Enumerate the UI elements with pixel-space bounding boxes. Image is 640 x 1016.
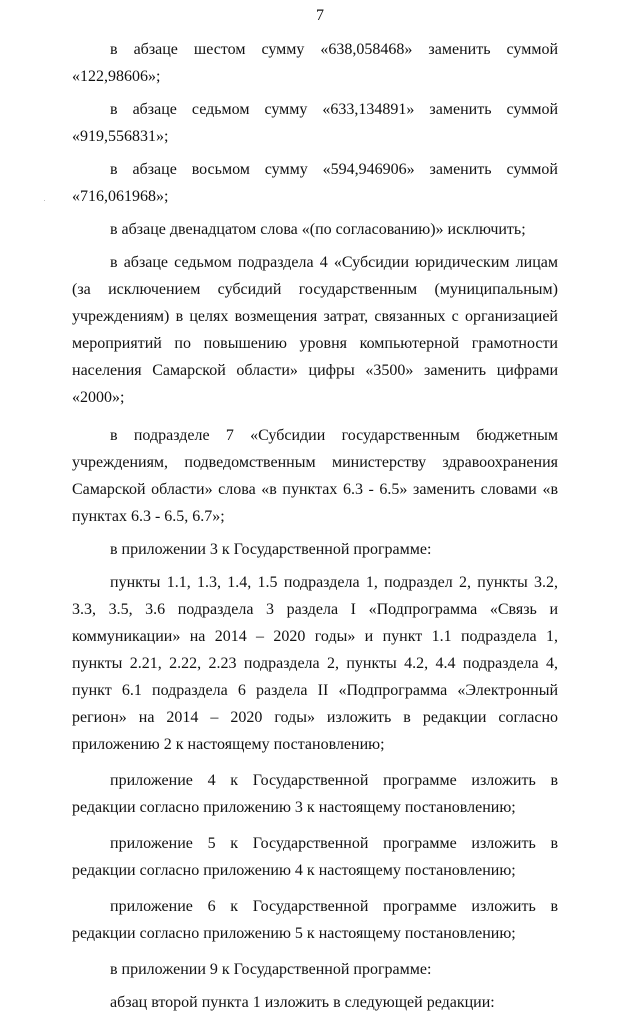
paragraph-1: в абзаце шестом сумму «638,058468» заменить суммой «122,98606»; [72,41,558,85]
paragraph-3: в абзаце восьмом сумму «594,946906» заменить суммой «716,061968»; [72,161,558,205]
paragraph-6: в подразделе 7 «Субсидии государственным бюджетным учреждениям, подведомственным министерству здравоохранения Самарской области» слова «в пунктах 6.3 - 6.5» заменить словами «в пунктах 6.3 - 6.5, 6.7»; [72,427,558,525]
paragraph-9: приложение 4 к Государственной программе изложить в редакции согласно приложению 3 к настоящему постановлению; [72,772,558,816]
paragraph-13: абзац второй пункта 1 изложить в следующей редакции: [110,994,495,1011]
paragraph-10: приложение 5 к Государственной программе изложить в редакции согласно приложению 4 к настоящему постановлению; [72,835,558,879]
page-number: 7 [316,7,324,24]
paragraph-8: пункты 1.1, 1.3, 1.4, 1.5 подраздела 1, подраздел 2, пункты 3.2, 3.3, 3.5, 3.6 подраздела 3 раздела I «Подпрограмма «Связь и коммуникации» на 2014 – 2020 годы» и пункт 1.1 подраздела 1, пункты 2.21, 2.22, 2.23 подраздела 2, пункты 4.2, 4.4 подраздела 4, пункт 6.1 подраздела 6 раздела II «Подпрограмма «Электронный регион» на 2014 – 2020 годы» изложить в редакции согласно приложению 2 к настоящему постановлению; [72,574,558,753]
paragraph-12: в приложении 9 к Государственной программе: [110,961,432,978]
paragraph-5: в абзаце седьмом подраздела 4 «Субсидии юридическим лицам (за исключением субсидий государственным (муниципальным) учреждениям) в целях возмещения затрат, связанных с организацией мероприятий по повышению уровня компьютерной грамотности населения Самарской области» цифры «3500» заменить цифрами «2000»; [72,254,558,406]
paragraph-7: в приложении 3 к Государственной программе: [110,541,432,558]
scan-dot [44,200,45,201]
paragraph-4: в абзаце двенадцатом слова «(по согласованию)» исключить; [110,221,526,238]
paragraph-11: приложение 6 к Государственной программе изложить в редакции согласно приложению 5 к настоящему постановлению; [72,898,558,942]
paragraph-2: в абзаце седьмом сумму «633,134891» заменить суммой «919,556831»; [72,101,558,145]
document-body [72,36,558,1016]
